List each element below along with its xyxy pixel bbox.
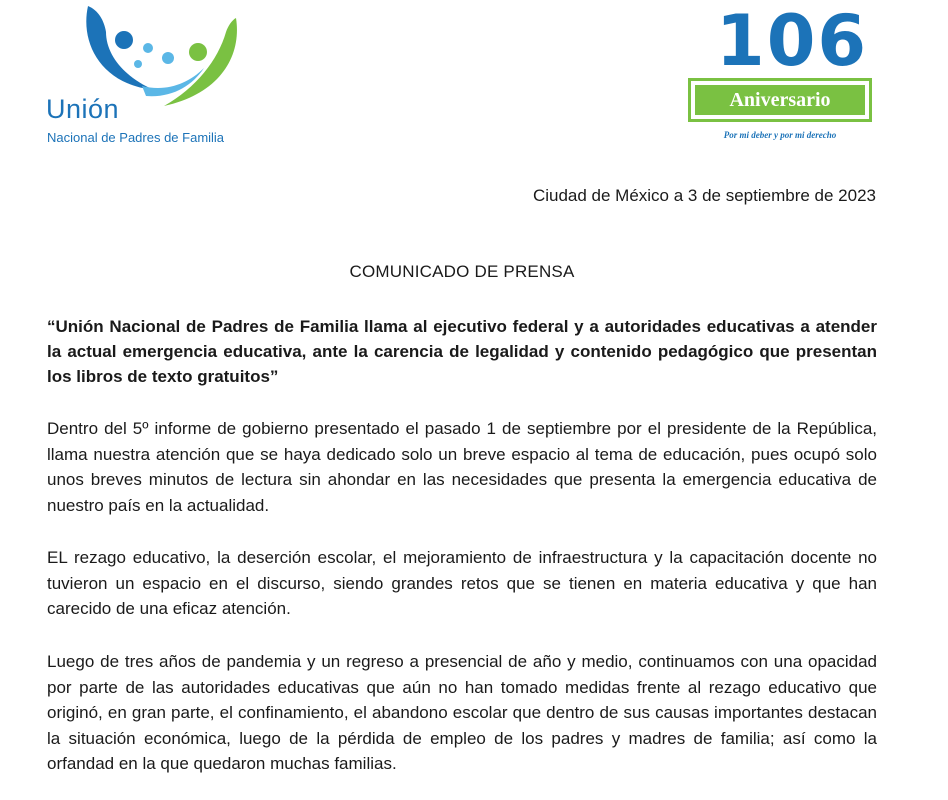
anniversary-logo bbox=[680, 0, 880, 146]
anniversary-label: Aniversario bbox=[695, 85, 865, 115]
anniversary-number: 106 bbox=[716, 0, 869, 82]
date-line: Ciudad de México a 3 de septiembre de 2023 bbox=[532, 186, 876, 205]
logo-subtitle: Nacional de Padres de Familia bbox=[47, 130, 225, 145]
body-paragraph-2: EL rezago educativo, la deserción escolar, el mejoramiento de infraestructura y la capacitación docente no tuvieron un espacio en el discurso, siendo grandes retos que se tienen en materia educativa y que han carecido de una eficaz atención. bbox=[47, 548, 877, 618]
anniversary-motto: Por mi deber y por mi derecho bbox=[723, 130, 837, 140]
anniversary-badge bbox=[688, 78, 872, 122]
section-title: COMUNICADO DE PRENSA bbox=[349, 262, 575, 281]
body-paragraph-3: Luego de tres años de pandemia y un regreso a presencial de año y medio, continuamos con una opacidad por parte de las autoridades educativas que aún no han tomado medidas frente al rezago educativo que originó, en gran parte, el confinamiento, el abandono escolar que dentro de sus causas importantes destacan la situación económica, luego de la pérdida de empleo de los padres y madres de familia; así como la orfandad en la que quedaron muchas familias. bbox=[47, 652, 877, 773]
union-logo bbox=[40, 2, 260, 150]
body-paragraph-1: Dentro del 5º informe de gobierno presentado el pasado 1 de septiembre por el presidente de la República, llama nuestra atención que se haya dedicado solo un breve espacio al tema de educación, pues ocupó solo unos breves minutos de lectura sin ahondar en las necesidades que presenta la emergencia educativa de nuestro país en la actualidad. bbox=[47, 419, 877, 515]
logo-title: Unión bbox=[46, 94, 120, 124]
press-headline: “Unión Nacional de Padres de Familia llama al ejecutivo federal y a autoridades educativas a atender la actual emergencia educativa, ante la carencia de legalidad y contenido pedagógico que presentan los libros de texto gratuitos” bbox=[47, 317, 877, 386]
